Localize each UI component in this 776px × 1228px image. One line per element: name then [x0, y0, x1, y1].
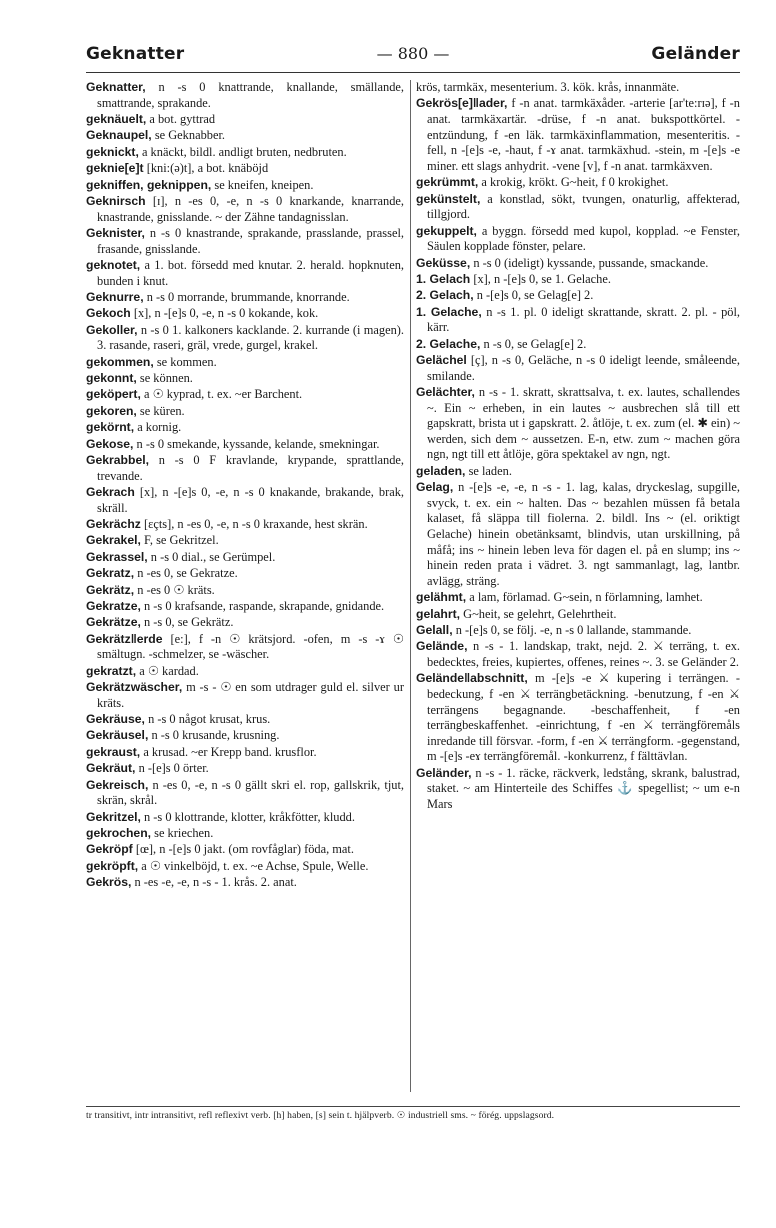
entry-headword: Gekrächz — [86, 516, 141, 531]
dictionary-entry — [86, 323, 404, 354]
dictionary-entry — [86, 161, 404, 177]
entry-headword: geköpert, — [86, 387, 141, 402]
dictionary-entry — [86, 194, 404, 225]
dictionary-entry — [86, 533, 404, 549]
entry-headword: Gekrassel, — [86, 549, 148, 564]
entry-definition: n -s 0, se Gelag[e] 2. — [483, 336, 587, 351]
dictionary-entry — [416, 337, 740, 353]
entry-headword: gekraust, — [86, 744, 141, 759]
entry-definition: se laden. — [468, 463, 512, 478]
entry-definition: n -es -e, -e, n -s - 1. krås. 2. anat. — [134, 875, 297, 890]
entry-definition: n -s 0 knastrande, sprakande, prasslande, prassel, frasande, gnisslande. — [97, 225, 404, 256]
entry-definition: [x], n -[e]s 0, -e, n -s 0 knakande, brakande, brak, skräll. — [97, 484, 404, 515]
entry-headword: Gekrakel, — [86, 533, 141, 548]
dictionary-entry — [416, 480, 740, 589]
entry-definition: [ɛçts], n -es 0, -e, n -s 0 kraxande, hest skrän. — [143, 516, 368, 531]
dictionary-entry — [86, 437, 404, 453]
dictionary-entry — [86, 387, 404, 403]
entry-definition: n -s 0 (ideligt) kyssande, pussande, smackande. — [473, 255, 709, 270]
entry-headword: gekommen, — [86, 354, 154, 369]
entry-definition: f -n anat. tarmkäxåder. -arterie [ar'te:rɪə], f -n anat. tarmkäxartär. -drüse, f -n anat. bukspottkörtel. -entzündung, f -en läk. tarmkäxinflammation, mesenteritis. -fell, n -[e]s -e, -haut, f -ɤ anat. tarmkäxhud. -stein, m -[e]s -e miner. ett slags anhydrit. -vene [v], f -n anat. tarmkäxven. — [427, 96, 740, 173]
entry-definition: a krokig, krökt. G~heit, f 0 krokighet. — [481, 175, 669, 190]
entry-headword: Gelände‖abschnitt, — [416, 671, 528, 686]
footer-rule — [86, 1106, 740, 1107]
entry-headword: Gekrätze, — [86, 615, 141, 630]
entry-headword: Gelächel — [416, 353, 467, 368]
entry-definition: m -s - ☉ en som utdrager guld el. silver ur kräts. — [97, 680, 404, 710]
entry-definition: se Geknabber. — [154, 128, 225, 143]
dictionary-entry — [86, 517, 404, 533]
entry-definition: [x], n -[e]s 0, se 1. Gelache. — [473, 271, 611, 286]
entry-headword: Geknatter, — [86, 80, 146, 94]
dictionary-entry — [86, 875, 404, 891]
dictionary-entry — [86, 178, 404, 194]
dictionary-entry — [416, 80, 740, 96]
dictionary-entry — [86, 404, 404, 420]
entry-headword: 1. Gelach — [416, 271, 471, 286]
entry-headword: Gekröpf — [86, 842, 133, 857]
dictionary-entry — [416, 272, 740, 288]
dictionary-entry — [86, 810, 404, 826]
dictionary-entry — [416, 607, 740, 623]
left-column — [86, 80, 404, 1100]
entry-definition: [œ], n -[e]s 0 jakt. (om rovfåglar) föda, mat. — [135, 842, 354, 857]
dictionary-entry — [86, 128, 404, 144]
entry-definition: n -s 0 något krusat, krus. — [148, 712, 271, 727]
entry-headword: gekratzt, — [86, 663, 137, 678]
entry-definition: se können. — [139, 371, 193, 386]
entry-definition: n -[e]s 0, se Gelag[e] 2. — [476, 288, 594, 303]
entry-headword: Gekrätz‖erde — [86, 631, 163, 646]
entry-headword: gekrochen, — [86, 826, 152, 840]
dictionary-entry — [416, 192, 740, 223]
dictionary-entry — [86, 599, 404, 615]
dictionary-entry — [416, 385, 740, 463]
abbreviation-legend: tr transitivt, intr intransitivt, refl reflexivt verb. [h] haben, [s] sein t. hjälpverb. ☉ industriell sms. ~ förég. uppslagsord. — [86, 1110, 555, 1121]
column-divider — [410, 80, 411, 1092]
entry-definition: a ☉ kyprad, t. ex. ~er Barchent. — [143, 387, 303, 402]
entry-headword: gekniffen, geknippen, — [86, 177, 212, 192]
dictionary-entry — [86, 355, 404, 371]
dictionary-entry — [416, 639, 740, 670]
entry-definition: [kni:(ə)t], a bot. knäböjd — [146, 161, 269, 176]
entry-headword: Geländer, — [416, 765, 472, 780]
dictionary-entry — [86, 420, 404, 436]
dictionary-entry — [86, 371, 404, 387]
entry-headword: Geknister, — [86, 225, 145, 240]
dictionary-entry — [86, 615, 404, 631]
entry-headword: geknotet, — [86, 257, 141, 272]
dictionary-entry — [86, 145, 404, 161]
entry-definition: n -es 0 ☉ kräts. — [137, 582, 215, 597]
entry-definition: [e:], f -n ☉ krätsjord. -ofen, m -s -ɤ ☉ smältugn. -schmelzer, se -wäscher. — [97, 631, 404, 662]
header-right-guide-word: Geländer — [651, 44, 740, 64]
entry-definition: a krusad. ~er Krepp band. krusflor. — [143, 744, 317, 759]
dictionary-entry — [416, 766, 740, 813]
dictionary-entry — [416, 288, 740, 304]
entry-definition: n -[e]s -e, -e, n -s - 1. lag, kalas, dryckeslag, supgille, svyck, t. ex. ein ~ halten. Das ~ bezahlen müssen få betala kalaset, få släppa till fiolerna. 2. bildl. Ins ~ (el. oriktigt Gelache) hinein obetänksamt, blindvis, utan urskillning, på måfå; ins ~ hinein leben leva för dagen el. på en slump; ins ~ hinein reden prata i vädret. 3. ngt sammanlagt, lag, lantbr. avlägg, sträng. — [427, 480, 740, 588]
entry-definition: a ☉ vinkelböjd, t. ex. ~e Achse, Spule, Welle. — [141, 858, 369, 873]
entry-headword: gekörnt, — [86, 420, 135, 435]
entry-headword: Gekrös[e]‖ader, — [416, 96, 508, 111]
page-number: — 880 — — [376, 44, 450, 63]
dictionary-entry — [416, 175, 740, 191]
entry-definition: n -s 0 smekande, kyssande, kelande, smekningar. — [136, 436, 380, 451]
entry-definition: n -es 0, -e, n -s 0 gällt skri el. rop, gallskrik, tjut, skrän, skrål. — [97, 777, 404, 808]
dictionary-entry — [86, 290, 404, 306]
entry-definition: n -s 0 krafsande, raspande, skrapande, gnidande. — [143, 598, 385, 613]
dictionary-entry — [86, 632, 404, 663]
entry-headword: Gekoch — [86, 306, 131, 321]
entry-definition: se kommen. — [156, 354, 217, 369]
entry-headword: Geknaupel, — [86, 128, 152, 143]
entry-headword: Gekrätzwäscher, — [86, 680, 183, 695]
entry-definition: a byggn. försedd med kupol, kopplad. ~e Fenster, Säulen kopplade fönster, pelare. — [427, 223, 740, 254]
entry-headword: gekuppelt, — [416, 223, 477, 238]
dictionary-entry — [416, 96, 740, 174]
dictionary-entry — [416, 671, 740, 765]
dictionary-entry — [86, 453, 404, 484]
entry-headword: gekrümmt, — [416, 175, 479, 190]
dictionary-entry — [86, 112, 404, 128]
dictionary-entry — [86, 485, 404, 516]
entry-definition: n -s 0, se Gekrätz. — [143, 615, 234, 630]
dictionary-entry — [86, 258, 404, 289]
entry-headword: Gekratze, — [86, 598, 141, 613]
dictionary-entry — [86, 728, 404, 744]
header-left-guide-word: Geknatter — [86, 44, 185, 64]
dictionary-entry — [86, 583, 404, 599]
header-rule — [86, 72, 740, 73]
page-header — [86, 44, 740, 74]
entry-headword: Gekräuse, — [86, 712, 145, 727]
entry-definition: n -s 0 knattrande, knallande, smällande, smattrande, sprakande. — [97, 80, 404, 110]
entry-definition: n -[e]s 0 örter. — [138, 761, 209, 776]
entry-headword: 2. Gelache, — [416, 336, 481, 351]
right-column — [416, 80, 740, 1100]
entry-headword: Gelächter, — [416, 385, 475, 400]
entry-definition: a lam, förlamad. G~sein, n förlamning, lamhet. — [469, 590, 703, 605]
entry-definition: n -s 1. pl. 0 ideligt skrattande, skratt. 2. pl. - pöl, kärr. — [427, 304, 740, 335]
entry-definition: n -[e]s 0, se följ. -e, n -s 0 lallande, stammande. — [455, 622, 692, 637]
dictionary-entry — [86, 826, 404, 842]
dictionary-entry — [86, 842, 404, 858]
entry-definition: [ɪ], n -es 0, -e, n -s 0 knarkande, knarrande, knastrande, gnisslande. ~ der Zähne tandagnisslan. — [97, 193, 404, 224]
entry-definition: a kornig. — [137, 420, 182, 435]
dictionary-entry — [416, 305, 740, 336]
entry-headword: gelähmt, — [416, 590, 467, 605]
entry-definition: n -s 0 F kravlande, krypande, sprattlande, trevande. — [97, 453, 404, 483]
dictionary-entry — [416, 590, 740, 606]
dictionary-entry — [416, 464, 740, 480]
dictionary-entry — [416, 224, 740, 255]
entry-definition: G~heit, se gelehrt, Gelehrtheit. — [463, 606, 617, 621]
entry-definition: a knäckt, bildl. andligt bruten, nedbruten. — [141, 144, 347, 159]
entry-headword: 1. Gelache, — [416, 304, 482, 319]
entry-definition: n -s 0 1. kalkoners kacklande. 2. kurrande (i magen). 3. rasande, raseri, gräl, vrede, gurgel, krakel. — [97, 322, 404, 353]
entry-headword: geknie[e]t — [86, 161, 144, 176]
dictionary-entry — [86, 550, 404, 566]
entry-definition: F, se Gekritzel. — [144, 533, 219, 548]
entry-definition: [x], n -[e]s 0, -e, n -s 0 kokande, kok. — [133, 306, 319, 321]
dictionary-entry — [86, 226, 404, 257]
dictionary-entry — [416, 353, 740, 384]
dictionary-entry — [86, 80, 404, 111]
entry-headword: gekünstelt, — [416, 191, 481, 206]
entry-headword: Gekreisch, — [86, 777, 149, 792]
entry-definition: n -s - 1. skratt, skrattsalva, t. ex. lautes, schallendes ~. Ein ~ erheben, in ein lautes ~ ausbrechen slå till ett gapskratt, brista ut i gapskratt. 2. åtlöje, t. ex. zum (el. ✱ ein) ~ werden, sich dem ~ aussetzen. E-n, etw. zum ~ machen göra ngn, ngt till ett åtlöje, göra spektakel av ngn, ngt. — [427, 385, 740, 462]
entry-headword: Gekrabbel, — [86, 453, 149, 467]
entry-definition: a 1. bot. försedd med knutar. 2. herald. hopknuten, bunden i knut. — [97, 257, 404, 288]
entry-definition: n -es 0, se Gekratze. — [137, 566, 238, 581]
entry-definition: a konstlad, sökt, tvungen, onaturlig, affekterad, tillgjord. — [427, 191, 740, 222]
entry-definition: se kneifen, kneipen. — [214, 177, 314, 192]
entry-headword: Gekräusel, — [86, 728, 149, 743]
dictionary-entry — [86, 712, 404, 728]
entry-definition: n -s 0 klottrande, klotter, kråkfötter, kludd. — [143, 809, 355, 824]
entry-headword: Gekrach — [86, 484, 135, 499]
dictionary-entry — [416, 623, 740, 639]
entry-definition: a bot. gyttrad — [149, 111, 216, 126]
entry-headword: geknäuelt, — [86, 111, 147, 126]
entry-definition: n -s 0 krusande, krusning. — [151, 728, 280, 743]
entry-headword: gekoren, — [86, 403, 137, 418]
entry-headword: geladen, — [416, 463, 466, 478]
entry-headword: gekröpft, — [86, 858, 139, 873]
entry-definition: n -s - 1. landskap, trakt, nejd. 2. ⚔ terräng, t. ex. bedecktes, freies, kupiertes, offenes, reines ~. 3. se Geländer 2. — [427, 639, 740, 669]
entry-headword: Geknirsch — [86, 193, 146, 208]
entry-definition: se küren. — [139, 403, 185, 418]
entry-headword: Gekose, — [86, 436, 134, 451]
entry-definition: a ☉ kardad. — [139, 663, 199, 678]
entry-definition: n -s 0 dial., se Gerümpel. — [150, 549, 276, 564]
dictionary-entry — [86, 859, 404, 875]
entry-headword: 2. Gelach, — [416, 288, 474, 303]
entry-definition: n -s 0 morrande, brummande, knorrande. — [146, 289, 350, 304]
entry-headword: Gekritzel, — [86, 809, 141, 824]
dictionary-entry — [86, 680, 404, 711]
entry-definition: [ç], n -s 0, Geläche, n -s 0 ideligt leende, småleende, smilande. — [427, 353, 740, 383]
entry-headword: Gekrätz, — [86, 582, 135, 597]
entry-headword: Gekrös, — [86, 875, 132, 890]
entry-headword: Gelände, — [416, 639, 468, 654]
entry-definition: n -s - 1. räcke, räckverk, ledstång, skrank, balustrad, staket. ~ am Hinterteile des Schiffes ⚓ spegellist; ~ um e-n Mars — [427, 765, 740, 811]
dictionary-entry — [86, 761, 404, 777]
dictionary-entry — [86, 778, 404, 809]
dictionary-entry — [86, 745, 404, 761]
dictionary-entry — [86, 566, 404, 582]
entry-headword: Geknurre, — [86, 289, 144, 304]
entry-headword: geknickt, — [86, 144, 139, 159]
entry-headword: Gekräut, — [86, 761, 136, 776]
entry-definition: krös, tarmkäx, mesenterium. 3. kök. krås, innanmäte. — [416, 80, 680, 94]
dictionary-entry — [86, 664, 404, 680]
entry-headword: Gelall, — [416, 622, 453, 637]
entry-definition: se kriechen. — [154, 826, 214, 840]
entry-headword: gekonnt, — [86, 371, 137, 386]
entry-definition: m -[e]s -e ⚔ kupering i terrängen. -bedeckung, f -en ⚔ terrängbetäckning. -benutzung, f -en ⚔ terrängens begagnande. -beschaffenheit, f -en terrängbeskaffenhet. -einrichtung, f -en ⚔ terrängföremåls inredande till försvar. -form, f -en ⚔ terrängform. -gegenstand, m -[e]s -eɤ terrängföremål. -konkurrenz, f fälttävlan. — [427, 671, 740, 764]
dictionary-entry — [86, 306, 404, 322]
entry-headword: gelahrt, — [416, 606, 461, 621]
entry-headword: Geküsse, — [416, 255, 471, 270]
entry-headword: Gelag, — [416, 480, 454, 495]
entry-headword: Gekoller, — [86, 322, 138, 337]
dictionary-entry — [416, 256, 740, 272]
entry-headword: Gekratz, — [86, 566, 135, 581]
